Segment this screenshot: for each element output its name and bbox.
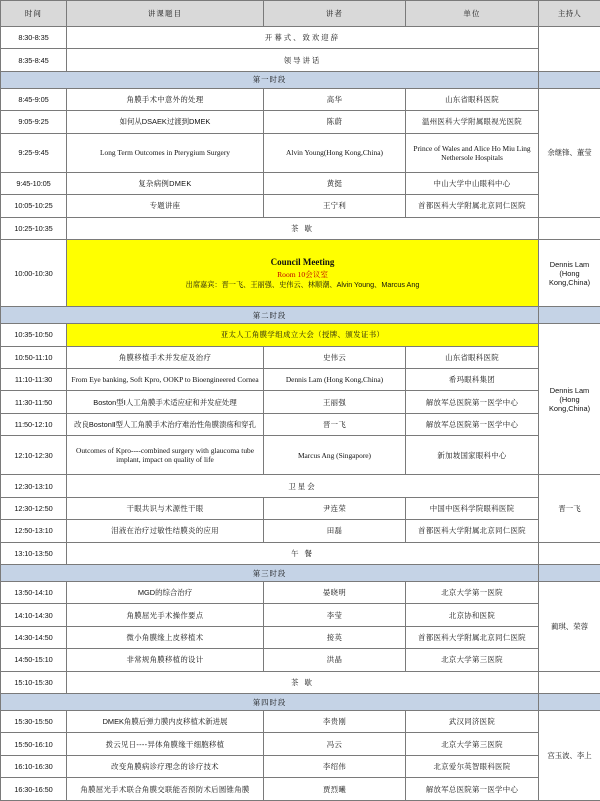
cell-title: Long Term Outcomes in Pterygium Surgery — [67, 133, 264, 172]
table-row — [1, 604, 600, 626]
cell-title: 复杂病例DMEK — [67, 172, 264, 194]
cell-time: 12:30-13:10 — [1, 475, 67, 497]
table-row-council — [1, 240, 600, 307]
cell-moderator: 余继锋、董莹 — [539, 88, 600, 217]
cell-time: 13:50-14:10 — [1, 582, 67, 604]
cell-organization: 首都医科大学附属北京同仁医院 — [406, 195, 539, 217]
cell-time: 9:25-9:45 — [1, 133, 67, 172]
cell-speaker: 晋一飞 — [264, 413, 406, 435]
table-row — [1, 27, 600, 49]
cell-organization: 解放军总医院第一医学中心 — [406, 778, 539, 801]
cell-time: 11:10-11:30 — [1, 368, 67, 390]
cell-speaker: 李莹 — [264, 604, 406, 626]
cell-speaker: 王宁利 — [264, 195, 406, 217]
cell-organization: 解放军总医院第一医学中心 — [406, 391, 539, 413]
cell-speaker: 黄挺 — [264, 172, 406, 194]
cell-time: 16:30-16:50 — [1, 778, 67, 801]
cell-time: 10:00-10:30 — [1, 240, 67, 307]
table-row — [1, 520, 600, 542]
cell-organization: 中山大学中山眼科中心 — [406, 172, 539, 194]
cell-full-span: 领导讲话 — [67, 49, 539, 71]
section-header-row — [1, 694, 600, 711]
cell-title: DMEK角膜后弹力膜内皮移植术新进展 — [67, 711, 264, 733]
table-row — [1, 626, 600, 648]
cell-organization: 中国中医科学院眼科医院 — [406, 497, 539, 519]
table-row — [1, 346, 600, 368]
cell-title: Outcomes of Kpro----combined surgery with glaucoma tube implant, impact on quality of life — [67, 436, 264, 475]
cell-title: 专题讲座 — [67, 195, 264, 217]
cell-time: 10:25-10:35 — [1, 217, 67, 239]
table-row — [1, 475, 600, 497]
section-header-row — [1, 71, 600, 88]
cell-organization: 北京大学第一医院 — [406, 582, 539, 604]
cell-time: 12:10-12:30 — [1, 436, 67, 475]
table-row — [1, 755, 600, 777]
council-meeting-room: Room 10会议室 — [277, 269, 328, 279]
cell-full-span: 茶 歇 — [67, 217, 539, 239]
cell-title: 泪液在治疗过敏性结膜炎的应用 — [67, 520, 264, 542]
moderator-line-1: Dennis Lam — [549, 259, 590, 269]
cell-title: 角膜手术中意外的处理 — [67, 88, 264, 110]
cell-title: 如何从DSAEK过渡到DMEK — [67, 111, 264, 133]
section-label-4: 第四时段 — [1, 694, 539, 711]
cell-moderator — [539, 324, 600, 475]
column-header-moderator: 主持人 — [539, 1, 600, 27]
table-header-row — [1, 1, 600, 27]
cell-moderator: 宫玉波、李上 — [539, 711, 600, 801]
cell-organization: 北京爱尔英智眼科医院 — [406, 755, 539, 777]
cell-organization: 北京大学第三医院 — [406, 733, 539, 755]
cell-organization: 武汉同济医院 — [406, 711, 539, 733]
table-row — [1, 111, 600, 133]
cell-title: 角膜屈光手术联合角膜交联能否预防术后圆锥角膜 — [67, 778, 264, 801]
section-header-row — [1, 307, 600, 324]
cell-full-span: 开幕式、致欢迎辞 — [67, 27, 539, 49]
section-label-1: 第一时段 — [1, 71, 539, 88]
cell-time: 12:50-13:10 — [1, 520, 67, 542]
cell-time: 9:05-9:25 — [1, 111, 67, 133]
cell-time: 11:50-12:10 — [1, 413, 67, 435]
cell-organization: 山东省眼科医院 — [406, 346, 539, 368]
cell-speaker: Marcus Ang (Singapore) — [264, 436, 406, 475]
cell-speaker: 田磊 — [264, 520, 406, 542]
cell-time: 12:30-12:50 — [1, 497, 67, 519]
cell-organization: 北京大学第三医院 — [406, 649, 539, 671]
cell-organization: 首都医科大学附属北京同仁医院 — [406, 520, 539, 542]
section-label-2: 第二时段 — [1, 307, 539, 324]
column-header-organization: 单位 — [406, 1, 539, 27]
cell-moderator: 晋一飞 — [539, 475, 600, 542]
cell-speaker: 贾烈曦 — [264, 778, 406, 801]
cell-full-span: 茶 歇 — [67, 671, 539, 693]
cell-title: 拨云见日----异体角膜缘干细胞移植 — [67, 733, 264, 755]
cell-organization: 山东省眼科医院 — [406, 88, 539, 110]
table-row — [1, 649, 600, 671]
cell-speaker: 尹连荣 — [264, 497, 406, 519]
cell-organization: 首都医科大学附属北京同仁医院 — [406, 626, 539, 648]
table-row — [1, 324, 600, 346]
table-row — [1, 778, 600, 801]
cell-moderator-empty — [539, 671, 600, 693]
section-header-row — [1, 565, 600, 582]
column-header-title: 讲课题目 — [67, 1, 264, 27]
cell-speaker: 陈蔚 — [264, 111, 406, 133]
cell-time: 10:35-10:50 — [1, 324, 67, 346]
section-label-3: 第三时段 — [1, 565, 539, 582]
cell-title: MGD的综合治疗 — [67, 582, 264, 604]
cell-title: 微小角膜缘上皮移植术 — [67, 626, 264, 648]
cell-time: 15:50-16:10 — [1, 733, 67, 755]
cell-title: 角膜屈光手术操作要点 — [67, 604, 264, 626]
cell-time: 8:35-8:45 — [1, 49, 67, 71]
table-row — [1, 671, 600, 693]
cell-speaker: 王丽强 — [264, 391, 406, 413]
table-row — [1, 436, 600, 475]
cell-speaker: 高华 — [264, 88, 406, 110]
cell-title: Boston型Ⅰ人工角膜手术适应症和并发症处理 — [67, 391, 264, 413]
table-row — [1, 133, 600, 172]
cell-full-span: 午 餐 — [67, 542, 539, 564]
moderator-line-2: (Hong — [559, 394, 580, 404]
table-row — [1, 542, 600, 564]
cell-time: 8:45-9:05 — [1, 88, 67, 110]
column-header-speaker: 讲者 — [264, 1, 406, 27]
cell-time: 10:05-10:25 — [1, 195, 67, 217]
cell-organization: Prince of Wales and Alice Ho Miu Ling Nethersole Hospitals — [406, 133, 539, 172]
table-row — [1, 497, 600, 519]
column-header-time: 时间 — [1, 1, 67, 27]
table-row — [1, 711, 600, 733]
cell-speaker: 李贵刚 — [264, 711, 406, 733]
cell-organization: 解放军总医院第一医学中心 — [406, 413, 539, 435]
table-row — [1, 172, 600, 194]
cell-speaker: 冯云 — [264, 733, 406, 755]
cell-moderator-empty — [539, 542, 600, 564]
cell-title: From Eye banking, Soft Kpro, OOKP to Bioengineered Cornea — [67, 368, 264, 390]
section-row-moderator-filler — [539, 694, 600, 711]
cell-time: 15:10-15:30 — [1, 671, 67, 693]
table-row — [1, 368, 600, 390]
cell-organization: 温州医科大学附属眼视光医院 — [406, 111, 539, 133]
cell-title: 干眼共识与术源性干眼 — [67, 497, 264, 519]
council-meeting-title: Council Meeting — [270, 256, 335, 267]
cell-time: 11:30-11:50 — [1, 391, 67, 413]
cell-speaker: 晏晓明 — [264, 582, 406, 604]
moderator-line-3: Kong,China) — [548, 277, 591, 287]
cell-moderator: 蔺琪、荣蓉 — [539, 582, 600, 672]
cell-moderator-empty — [539, 27, 600, 72]
moderator-line-2: (Hong — [559, 268, 580, 278]
cell-title: 改良BostonⅡ型人工角膜手术治疗难治性角膜溃疡和穿孔 — [67, 413, 264, 435]
table-row — [1, 733, 600, 755]
cell-time: 14:10-14:30 — [1, 604, 67, 626]
moderator-line-1: Dennis Lam — [549, 385, 590, 395]
cell-organization: 北京协和医院 — [406, 604, 539, 626]
table-row — [1, 195, 600, 217]
table-row — [1, 582, 600, 604]
moderator-line-3: Kong,China) — [548, 403, 591, 413]
section-row-moderator-filler — [539, 307, 600, 324]
cell-speaker: 接英 — [264, 626, 406, 648]
cell-title: 改变角膜病诊疗理念的诊疗技术 — [67, 755, 264, 777]
cell-organization: 新加坡国家眼科中心 — [406, 436, 539, 475]
cell-moderator — [539, 240, 600, 307]
table-row — [1, 49, 600, 71]
cell-speaker: Dennis Lam (Hong Kong,China) — [264, 368, 406, 390]
cell-time: 14:30-14:50 — [1, 626, 67, 648]
table-row — [1, 217, 600, 239]
council-meeting-guests: 出席嘉宾：晋一飞、王丽强、史伟云、林顺潮、Alvin Young、Marcus Ang — [185, 279, 420, 289]
table-row — [1, 413, 600, 435]
cell-title: 角膜移植手术并发症及治疗 — [67, 346, 264, 368]
cell-full-span: 卫星会 — [67, 475, 539, 497]
cell-speaker: 史伟云 — [264, 346, 406, 368]
cell-title: 非常规角膜移植的设计 — [67, 649, 264, 671]
cell-council-meeting — [67, 240, 539, 307]
cell-time: 14:50-15:10 — [1, 649, 67, 671]
cell-time: 16:10-16:30 — [1, 755, 67, 777]
table-row — [1, 391, 600, 413]
cell-time: 13:10-13:50 — [1, 542, 67, 564]
section-row-moderator-filler — [539, 565, 600, 582]
cell-speaker: 洪晶 — [264, 649, 406, 671]
table-row — [1, 88, 600, 110]
cell-speaker: 李绍伟 — [264, 755, 406, 777]
cell-time: 8:30-8:35 — [1, 27, 67, 49]
cell-speaker: Alvin Young(Hong Kong,China) — [264, 133, 406, 172]
cell-time: 15:30-15:50 — [1, 711, 67, 733]
cell-establishment-ceremony: 亚太人工角膜学组成立大会（授牌、颁发证书） — [67, 324, 539, 346]
section-row-moderator-filler — [539, 71, 600, 88]
cell-organization: 希玛眼科集团 — [406, 368, 539, 390]
cell-time: 9:45-10:05 — [1, 172, 67, 194]
cell-time: 10:50-11:10 — [1, 346, 67, 368]
cell-moderator-empty — [539, 217, 600, 239]
